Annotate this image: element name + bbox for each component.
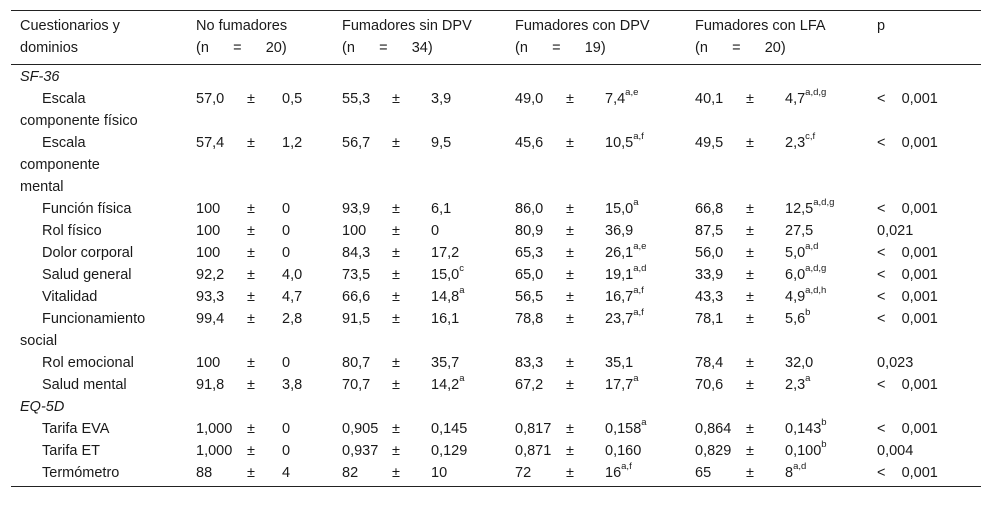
sd-value: 36,9 [605,223,634,239]
sd-value: 6,1 [431,201,452,217]
footnote-marker: a,f [633,285,644,297]
footnote-marker: a,d [793,461,807,473]
pm-sign: ± [566,377,574,393]
pm-sign: ± [566,91,574,107]
sd-value: 15,0$^a$ [605,197,639,217]
row-label: Salud mental [42,377,127,393]
pm-sign: ± [247,91,255,107]
p-value: < 0,001 [877,377,938,393]
pm-sign: ± [247,355,255,371]
footnote-marker: a [633,197,639,209]
pm-sign: ± [746,465,754,481]
pm-sign: ± [392,311,400,327]
footnote-marker: a [459,285,465,297]
sd-value: 17,2 [431,245,460,261]
row-label: Termómetro [42,465,120,481]
sd-value: 10 [431,465,448,481]
pm-sign: ± [247,223,255,239]
pm-sign: ± [392,223,400,239]
mean-value: 67,2 [515,377,544,393]
mean-value: 100 [196,223,221,239]
p-value: 0,004 [877,443,914,459]
mean-value: 56,0 [695,245,724,261]
pm-sign: ± [392,135,400,151]
row-label: social [20,333,58,349]
column-header: No fumadores [196,18,288,34]
pm-sign: ± [247,465,255,481]
pm-sign: ± [247,267,255,283]
footnote-marker: a,d,g [813,197,835,209]
mean-value: 80,7 [342,355,371,371]
footnote-marker: c,f [805,131,816,143]
pm-sign: ± [746,135,754,151]
mean-value: 87,5 [695,223,724,239]
sd-value: 32,0 [785,355,814,371]
p-value: < 0,001 [877,267,938,283]
sd-value: 26,1$^{a,e}$ [605,241,647,261]
sd-value: 3,9 [431,91,452,107]
sd-value: 2,3$^a$ [785,373,811,393]
mean-value: 100 [196,201,221,217]
sd-value: 0 [282,355,291,371]
mean-value: 56,5 [515,289,544,305]
sd-value: 17,7$^a$ [605,373,639,393]
pm-sign: ± [392,443,400,459]
column-header: Fumadores sin DPV [342,18,472,34]
sd-value: 0,100$^b$ [785,439,827,459]
pm-sign: ± [746,91,754,107]
sd-value: 0,145 [431,421,468,437]
sd-value: 2,8 [282,311,303,327]
row-label: componente [20,157,100,173]
mean-value: 66,6 [342,289,371,305]
pm-sign: ± [746,355,754,371]
pm-sign: ± [247,421,255,437]
mean-value: 65,0 [515,267,544,283]
sd-value: 0,158$^a$ [605,417,647,437]
pm-sign: ± [746,223,754,239]
pm-sign: ± [746,289,754,305]
column-header: (n = 20) [695,40,786,56]
row-label: Funcionamiento [42,311,146,327]
row-label: Salud general [42,267,132,283]
mean-value: 92,2 [196,267,225,283]
sd-value: 27,5 [785,223,814,239]
sd-value: 0,143$^b$ [785,417,827,437]
pm-sign: ± [392,201,400,217]
header-rule [11,64,981,65]
pm-sign: ± [247,377,255,393]
sd-value: 0,129 [431,443,468,459]
mean-value: 0,864 [695,421,732,437]
mean-value: 93,3 [196,289,225,305]
pm-sign: ± [566,201,574,217]
p-value: < 0,001 [877,421,938,437]
sd-value: 4,7$^{a,d,g}$ [785,87,827,107]
mean-value: 0,829 [695,443,732,459]
sd-value: 23,7$^{a,f}$ [605,307,644,327]
footnote-marker: a [641,417,647,429]
pm-sign: ± [746,421,754,437]
section-title: EQ-5D [20,399,65,415]
mean-value: 43,3 [695,289,724,305]
sd-value: 15,0$^c$ [431,263,464,283]
footnote-marker: a,f [621,461,632,473]
pm-sign: ± [566,355,574,371]
mean-value: 70,7 [342,377,371,393]
p-value: < 0,001 [877,135,938,151]
column-header: Fumadores con LFA [695,18,826,34]
pm-sign: ± [746,201,754,217]
sd-value: 10,5$^{a,f}$ [605,131,644,151]
column-header: (n = 19) [515,40,606,56]
sd-value: 0 [282,223,291,239]
mean-value: 78,8 [515,311,544,327]
p-value: < 0,001 [877,91,938,107]
sd-value: 4,9$^{a,d,h}$ [785,285,827,305]
mean-value: 70,6 [695,377,724,393]
sd-value: 14,2$^a$ [431,373,465,393]
pm-sign: ± [392,289,400,305]
pm-sign: ± [392,245,400,261]
footnote-marker: b [821,439,827,451]
mean-value: 83,3 [515,355,544,371]
mean-value: 45,6 [515,135,544,151]
mean-value: 88 [196,465,213,481]
mean-value: 99,4 [196,311,225,327]
sd-value: 4,7 [282,289,303,305]
pm-sign: ± [392,421,400,437]
footnote-marker: b [821,417,827,429]
pm-sign: ± [392,267,400,283]
footnote-marker: c [459,263,464,275]
sd-value: 35,1 [605,355,634,371]
mean-value: 91,8 [196,377,225,393]
pm-sign: ± [247,245,255,261]
p-value: < 0,001 [877,201,938,217]
footnote-marker: a,e [625,87,639,99]
mean-value: 1,000 [196,421,233,437]
pm-sign: ± [247,201,255,217]
mean-value: 49,5 [695,135,724,151]
p-value: < 0,001 [877,245,938,261]
mean-value: 65,3 [515,245,544,261]
row-label: Escala [42,91,86,107]
sd-value: 9,5 [431,135,452,151]
footnote-marker: a [805,373,811,385]
mean-value: 73,5 [342,267,371,283]
row-label: Vitalidad [42,289,98,305]
row-label: Dolor corporal [42,245,134,261]
sd-value: 0,160 [605,443,642,459]
mean-value: 0,937 [342,443,379,459]
sd-value: 4 [282,465,291,481]
sd-value: 8$^{a,d}$ [785,461,807,481]
mean-value: 100 [196,355,221,371]
mean-value: 33,9 [695,267,724,283]
pm-sign: ± [566,443,574,459]
row-label: componente físico [20,113,138,129]
sd-value: 35,7 [431,355,460,371]
pm-sign: ± [746,377,754,393]
mean-value: 55,3 [342,91,371,107]
section-title: SF-36 [20,69,60,85]
footnote-marker: a,d,g [805,87,827,99]
sd-value: 0,5 [282,91,303,107]
pm-sign: ± [566,311,574,327]
footnote-marker: a,f [633,131,644,143]
sd-value: 16,7$^{a,f}$ [605,285,644,305]
mean-value: 57,0 [196,91,225,107]
footnote-marker: a,d [633,263,647,275]
results-table [11,10,981,498]
pm-sign: ± [566,223,574,239]
pm-sign: ± [566,465,574,481]
sd-value: 2,3$^{c,f}$ [785,131,816,151]
mean-value: 100 [196,245,221,261]
row-label: Rol físico [42,223,102,239]
pm-sign: ± [247,311,255,327]
pm-sign: ± [746,245,754,261]
mean-value: 1,000 [196,443,233,459]
column-header: Fumadores con DPV [515,18,650,34]
sd-value: 19,1$^{a,d}$ [605,263,647,283]
footnote-marker: b [805,307,811,319]
sd-value: 0 [282,245,291,261]
pm-sign: ± [392,355,400,371]
pm-sign: ± [566,135,574,151]
pm-sign: ± [566,421,574,437]
sd-value: 4,0 [282,267,303,283]
mean-value: 80,9 [515,223,544,239]
mean-value: 86,0 [515,201,544,217]
pm-sign: ± [247,443,255,459]
mean-value: 0,905 [342,421,379,437]
sd-value: 0 [282,201,291,217]
mean-value: 0,871 [515,443,552,459]
mean-value: 93,9 [342,201,371,217]
sd-value: 16,1 [431,311,460,327]
sd-value: 12,5$^{a,d,g}$ [785,197,835,217]
mean-value: 40,1 [695,91,724,107]
mean-value: 56,7 [342,135,371,151]
sd-value: 5,0$^{a,d}$ [785,241,819,261]
pm-sign: ± [566,267,574,283]
pm-sign: ± [566,245,574,261]
footnote-marker: a [459,373,465,385]
mean-value: 65 [695,465,712,481]
column-header: (n = 34) [342,40,433,56]
column-header: Cuestionarios y [20,18,120,34]
pm-sign: ± [392,91,400,107]
row-label: mental [20,179,64,195]
sd-value: 6,0$^{a,d,g}$ [785,263,827,283]
table-top-rule [11,10,981,11]
footnote-marker: a [633,373,639,385]
footnote-marker: a,f [633,307,644,319]
row-label: Tarifa ET [42,443,101,459]
pm-sign: ± [746,311,754,327]
sd-value: 0 [282,421,291,437]
p-value: < 0,001 [877,465,938,481]
mean-value: 66,8 [695,201,724,217]
mean-value: 84,3 [342,245,371,261]
sd-value: 1,2 [282,135,303,151]
mean-value: 49,0 [515,91,544,107]
sd-value: 0 [431,223,440,239]
p-value: < 0,001 [877,311,938,327]
pm-sign: ± [566,289,574,305]
sd-value: 3,8 [282,377,303,393]
column-header: p [877,18,886,34]
pm-sign: ± [392,465,400,481]
footnote-marker: a,d,g [805,263,827,275]
row-label: Tarifa EVA [42,421,110,437]
table-bottom-rule [11,486,981,487]
p-value: 0,023 [877,355,914,371]
sd-value: 7,4$^{a,e}$ [605,87,639,107]
pm-sign: ± [746,443,754,459]
sd-value: 16$^{a,f}$ [605,461,632,481]
mean-value: 72 [515,465,532,481]
mean-value: 78,1 [695,311,724,327]
p-value: 0,021 [877,223,914,239]
pm-sign: ± [392,377,400,393]
column-header: (n = 20) [196,40,287,56]
sd-value: 14,8$^a$ [431,285,465,305]
sd-value: 5,6$^b$ [785,307,811,327]
mean-value: 82 [342,465,359,481]
mean-value: 100 [342,223,367,239]
column-header: dominios [20,40,79,56]
mean-value: 0,817 [515,421,552,437]
pm-sign: ± [247,289,255,305]
row-label: Función física [42,201,132,217]
pm-sign: ± [247,135,255,151]
footnote-marker: a,d [805,241,819,253]
row-label: Rol emocional [42,355,134,371]
row-label: Escala [42,135,86,151]
p-value: < 0,001 [877,289,938,305]
footnote-marker: a,d,h [805,285,827,297]
footnote-marker: a,e [633,241,647,253]
sd-value: 0 [282,443,291,459]
mean-value: 78,4 [695,355,724,371]
mean-value: 57,4 [196,135,225,151]
mean-value: 91,5 [342,311,371,327]
pm-sign: ± [746,267,754,283]
